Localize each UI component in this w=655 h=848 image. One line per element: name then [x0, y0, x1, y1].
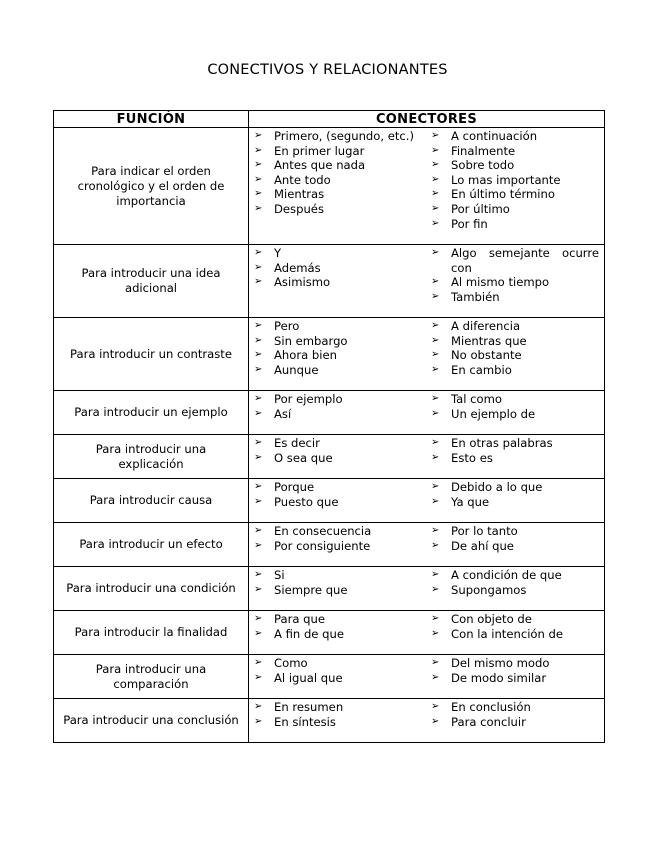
connector-list-right [431, 129, 599, 231]
connector-text: De modo similar [451, 670, 547, 685]
arrow-bullet-icon: ➢ [431, 627, 440, 639]
connector-columns [249, 245, 604, 308]
arrow-bullet-icon: ➢ [431, 525, 440, 536]
list-item [431, 451, 599, 466]
connector-text: Del mismo modo [451, 656, 550, 670]
connector-text: En resumen [274, 700, 344, 714]
function-cell: Para introducir un efecto [54, 523, 249, 567]
list-item [431, 246, 599, 261]
arrow-bullet-icon: ➢ [254, 247, 263, 258]
arrow-bullet-icon: ➢ [254, 202, 263, 214]
arrow-bullet-icon: ➢ [254, 495, 263, 507]
connector-list-left [254, 656, 431, 685]
connector-columns [249, 567, 604, 601]
function-cell: Para introducir una conclusión [54, 699, 249, 743]
list-item [431, 187, 599, 202]
connector-text: Y [274, 246, 282, 260]
connector-text: con [451, 260, 472, 275]
table-row [54, 611, 605, 655]
list-item [431, 656, 599, 671]
list-item [254, 524, 431, 539]
function-cell: Para introducir una idea adicional [54, 245, 249, 318]
connectors-cell [249, 655, 605, 699]
connector-text: Tal como [451, 392, 503, 406]
arrow-bullet-icon: ➢ [431, 569, 440, 580]
function-cell: Para introducir un ejemplo [54, 391, 249, 435]
connector-list-left [254, 568, 431, 597]
function-cell: Para introducir causa [54, 479, 249, 523]
connector-text: En cambio [451, 362, 512, 377]
arrow-bullet-icon: ➢ [254, 320, 263, 331]
function-cell: Para introducir un contraste [54, 318, 249, 391]
connectors-cell [249, 435, 605, 479]
arrow-bullet-icon: ➢ [254, 451, 263, 463]
list-item [431, 290, 599, 305]
list-item [254, 568, 431, 583]
list-item [254, 700, 431, 715]
connector-text: También [451, 289, 500, 304]
connector-text: Aunque [274, 362, 319, 377]
connector-columns [249, 523, 604, 557]
connector-text: Así [274, 406, 292, 421]
function-cell: Para introducir una condición [54, 567, 249, 611]
arrow-bullet-icon: ➢ [254, 261, 263, 273]
connector-text: Es decir [274, 436, 320, 450]
table-row [54, 655, 605, 699]
list-item [431, 671, 599, 686]
arrow-bullet-icon: ➢ [431, 701, 440, 712]
connector-text: Lo mas importante [451, 172, 561, 187]
arrow-bullet-icon: ➢ [254, 188, 263, 200]
arrow-bullet-icon: ➢ [254, 159, 263, 171]
connector-text: Al mismo tiempo [451, 275, 550, 290]
connector-columns [249, 655, 604, 689]
list-item [254, 671, 431, 686]
arrow-bullet-icon: ➢ [254, 437, 263, 448]
connector-text: En último término [451, 187, 555, 202]
connector-list-left [254, 700, 431, 729]
arrow-bullet-icon: ➢ [431, 613, 440, 624]
connector-text: Por lo tanto [451, 524, 518, 538]
arrow-bullet-icon: ➢ [431, 481, 440, 492]
connector-text: Siempre que [274, 582, 348, 597]
list-item [254, 715, 431, 730]
connector-text: De ahí que [451, 538, 514, 553]
list-item [431, 539, 599, 554]
arrow-bullet-icon: ➢ [254, 349, 263, 361]
connectors-cell [249, 128, 605, 245]
table-row [54, 523, 605, 567]
arrow-bullet-icon: ➢ [431, 715, 440, 727]
list-item [431, 583, 599, 598]
connector-text: A diferencia [451, 319, 521, 333]
connector-text: En otras palabras [451, 436, 553, 450]
arrow-bullet-icon: ➢ [431, 247, 440, 258]
header-connectors: CONECTORES [249, 111, 605, 128]
list-item [431, 319, 599, 334]
connector-text: Supongamos [451, 582, 527, 597]
arrow-bullet-icon: ➢ [254, 671, 263, 683]
connector-text: En conclusión [451, 700, 531, 714]
connector-text: Al igual que [274, 670, 343, 685]
arrow-bullet-icon: ➢ [254, 627, 263, 639]
connector-text: Por ejemplo [274, 392, 343, 406]
arrow-bullet-icon: ➢ [431, 290, 440, 302]
connector-text: O sea que [274, 450, 333, 465]
list-item [431, 348, 599, 363]
connector-columns [249, 128, 604, 235]
connector-list-right [431, 436, 599, 465]
list-item [431, 392, 599, 407]
arrow-bullet-icon: ➢ [254, 525, 263, 536]
list-item [431, 612, 599, 627]
arrow-bullet-icon: ➢ [431, 393, 440, 404]
arrow-bullet-icon: ➢ [254, 657, 263, 668]
arrow-bullet-icon: ➢ [431, 349, 440, 361]
list-item [431, 715, 599, 730]
list-item [254, 436, 431, 451]
arrow-bullet-icon: ➢ [431, 217, 440, 229]
connector-text: Mientras [274, 187, 325, 202]
list-item [431, 495, 599, 510]
connector-text: Ante todo [274, 172, 331, 187]
connector-text: Ya que [451, 494, 490, 509]
connector-text: En síntesis [274, 714, 336, 729]
connector-columns [249, 611, 604, 645]
list-item [254, 348, 431, 363]
list-item [254, 275, 431, 290]
connector-text: Con la intención de [451, 626, 564, 641]
connector-text: Por consiguiente [274, 538, 371, 553]
arrow-bullet-icon: ➢ [431, 173, 440, 185]
connectors-cell [249, 391, 605, 435]
connector-list-right [431, 480, 599, 509]
list-item [254, 261, 431, 276]
list-item [431, 173, 599, 188]
arrow-bullet-icon: ➢ [254, 569, 263, 580]
connectors-cell [249, 567, 605, 611]
connector-text: Porque [274, 480, 315, 494]
arrow-bullet-icon: ➢ [431, 407, 440, 419]
connector-list-right [431, 319, 599, 377]
arrow-bullet-icon: ➢ [254, 407, 263, 419]
arrow-bullet-icon: ➢ [431, 188, 440, 200]
connector-columns [249, 318, 604, 381]
connectors-cell [249, 479, 605, 523]
connector-columns [249, 391, 604, 425]
connector-text: No obstante [451, 348, 522, 363]
connector-text: Finalmente [451, 143, 516, 158]
function-cell: Para indicar el orden cronológico y el orden de importancia [54, 128, 249, 245]
arrow-bullet-icon: ➢ [431, 657, 440, 668]
function-cell: Para introducir una comparación [54, 655, 249, 699]
list-item [254, 319, 431, 334]
list-item [254, 144, 431, 159]
connector-text: Antes que nada [274, 158, 366, 173]
table-row [54, 567, 605, 611]
connector-text: Si [274, 568, 285, 582]
connectors-cell [249, 318, 605, 391]
list-item [431, 363, 599, 378]
arrow-bullet-icon: ➢ [431, 130, 440, 141]
list-item [254, 246, 431, 261]
list-item [254, 656, 431, 671]
list-item [254, 129, 431, 144]
connector-list-right [431, 392, 599, 421]
table-row [54, 128, 605, 245]
list-item [254, 158, 431, 173]
connector-columns [249, 435, 604, 469]
connector-text: Un ejemplo de [451, 406, 536, 421]
table-row [54, 479, 605, 523]
table-row [54, 245, 605, 318]
arrow-bullet-icon: ➢ [431, 539, 440, 551]
table-row [54, 318, 605, 391]
connector-columns [249, 699, 604, 733]
connector-text: Con objeto de [451, 612, 532, 626]
list-item [254, 495, 431, 510]
arrow-bullet-icon: ➢ [254, 583, 263, 595]
arrow-bullet-icon: ➢ [431, 671, 440, 683]
connector-text: Además [274, 260, 321, 275]
connector-text: Para que [274, 612, 325, 626]
arrow-bullet-icon: ➢ [254, 481, 263, 492]
arrow-bullet-icon: ➢ [431, 363, 440, 375]
connector-list-right [431, 612, 599, 641]
table-row [54, 391, 605, 435]
table-row [54, 699, 605, 743]
arrow-bullet-icon: ➢ [254, 701, 263, 712]
list-item [431, 129, 599, 144]
connector-text: Algo semejante ocurre [451, 246, 599, 260]
connector-list-left [254, 246, 431, 304]
connector-list-right [431, 568, 599, 597]
list-item [254, 539, 431, 554]
connector-text: Sobre todo [451, 158, 515, 173]
list-item [254, 187, 431, 202]
arrow-bullet-icon: ➢ [431, 144, 440, 156]
connector-list-left [254, 524, 431, 553]
connector-text: Después [274, 201, 324, 216]
arrow-bullet-icon: ➢ [431, 583, 440, 595]
arrow-bullet-icon: ➢ [254, 173, 263, 185]
table-header-row [54, 111, 605, 128]
connector-list-right [431, 246, 599, 304]
connector-text: Por último [451, 201, 510, 216]
connector-text: Como [274, 656, 308, 670]
arrow-bullet-icon: ➢ [254, 363, 263, 375]
connectors-cell [249, 699, 605, 743]
connectors-cell [249, 523, 605, 567]
connector-list-left [254, 480, 431, 509]
list-item [254, 173, 431, 188]
connector-text: Sin embargo [274, 333, 348, 348]
connector-list-right [431, 656, 599, 685]
connector-text: Puesto que [274, 494, 339, 509]
list-item [431, 261, 599, 276]
connectors-cell [249, 611, 605, 655]
list-item [254, 612, 431, 627]
connectors-cell [249, 245, 605, 318]
connector-list-left [254, 436, 431, 465]
arrow-bullet-icon: ➢ [254, 613, 263, 624]
list-item [431, 480, 599, 495]
list-item [431, 700, 599, 715]
connector-text: Por fin [451, 216, 488, 231]
list-item [431, 436, 599, 451]
arrow-bullet-icon: ➢ [254, 393, 263, 404]
arrow-bullet-icon: ➢ [431, 334, 440, 346]
function-cell: Para introducir la finalidad [54, 611, 249, 655]
function-cell: Para introducir una explicación [54, 435, 249, 479]
connector-text: En consecuencia [274, 524, 372, 538]
list-item [254, 407, 431, 422]
connector-text: A fin de que [274, 626, 344, 641]
list-item [431, 568, 599, 583]
list-item [431, 144, 599, 159]
table-body [54, 128, 605, 743]
arrow-bullet-icon: ➢ [431, 320, 440, 331]
arrow-bullet-icon: ➢ [254, 539, 263, 551]
document-title: CONECTIVOS Y RELACIONANTES [207, 62, 448, 78]
connector-list-right [431, 700, 599, 729]
connector-text: Para concluir [451, 714, 526, 729]
list-item [254, 583, 431, 598]
list-item [254, 451, 431, 466]
arrow-bullet-icon: ➢ [254, 715, 263, 727]
list-item [431, 217, 599, 232]
arrow-bullet-icon: ➢ [431, 437, 440, 448]
list-item [254, 202, 431, 217]
list-item [431, 627, 599, 642]
list-item [431, 407, 599, 422]
arrow-bullet-icon: ➢ [254, 276, 263, 288]
connector-list-right [431, 524, 599, 553]
list-item [254, 363, 431, 378]
table-row [54, 435, 605, 479]
connector-text: Ahora bien [274, 348, 337, 363]
list-item [431, 158, 599, 173]
connector-text: Esto es [451, 450, 493, 465]
connector-text: Asimismo [274, 275, 331, 290]
connectors-table [53, 110, 605, 743]
arrow-bullet-icon: ➢ [254, 144, 263, 156]
connector-text: En primer lugar [274, 143, 365, 158]
header-function: FUNCIÓN [54, 111, 249, 128]
connector-text: A continuación [451, 129, 538, 143]
connector-list-left [254, 129, 431, 231]
list-item [431, 275, 599, 290]
arrow-bullet-icon: ➢ [254, 130, 263, 141]
connector-text: Mientras que [451, 333, 527, 348]
list-item [254, 480, 431, 495]
list-item [431, 334, 599, 349]
arrow-bullet-icon: ➢ [431, 276, 440, 288]
list-item [254, 392, 431, 407]
connector-list-left [254, 319, 431, 377]
connector-text: Pero [274, 319, 300, 333]
arrow-bullet-icon: ➢ [431, 159, 440, 171]
connector-columns [249, 479, 604, 513]
list-item [254, 627, 431, 642]
list-item [254, 334, 431, 349]
connector-text: A condición de que [451, 568, 562, 582]
connector-text: Primero, (segundo, etc.) [274, 129, 415, 143]
list-item [431, 202, 599, 217]
connector-list-left [254, 392, 431, 421]
arrow-bullet-icon: ➢ [431, 495, 440, 507]
arrow-bullet-icon: ➢ [431, 202, 440, 214]
arrow-bullet-icon: ➢ [254, 334, 263, 346]
connector-list-left [254, 612, 431, 641]
arrow-bullet-icon: ➢ [431, 451, 440, 463]
list-item [431, 524, 599, 539]
connector-text: Debido a lo que [451, 480, 543, 494]
